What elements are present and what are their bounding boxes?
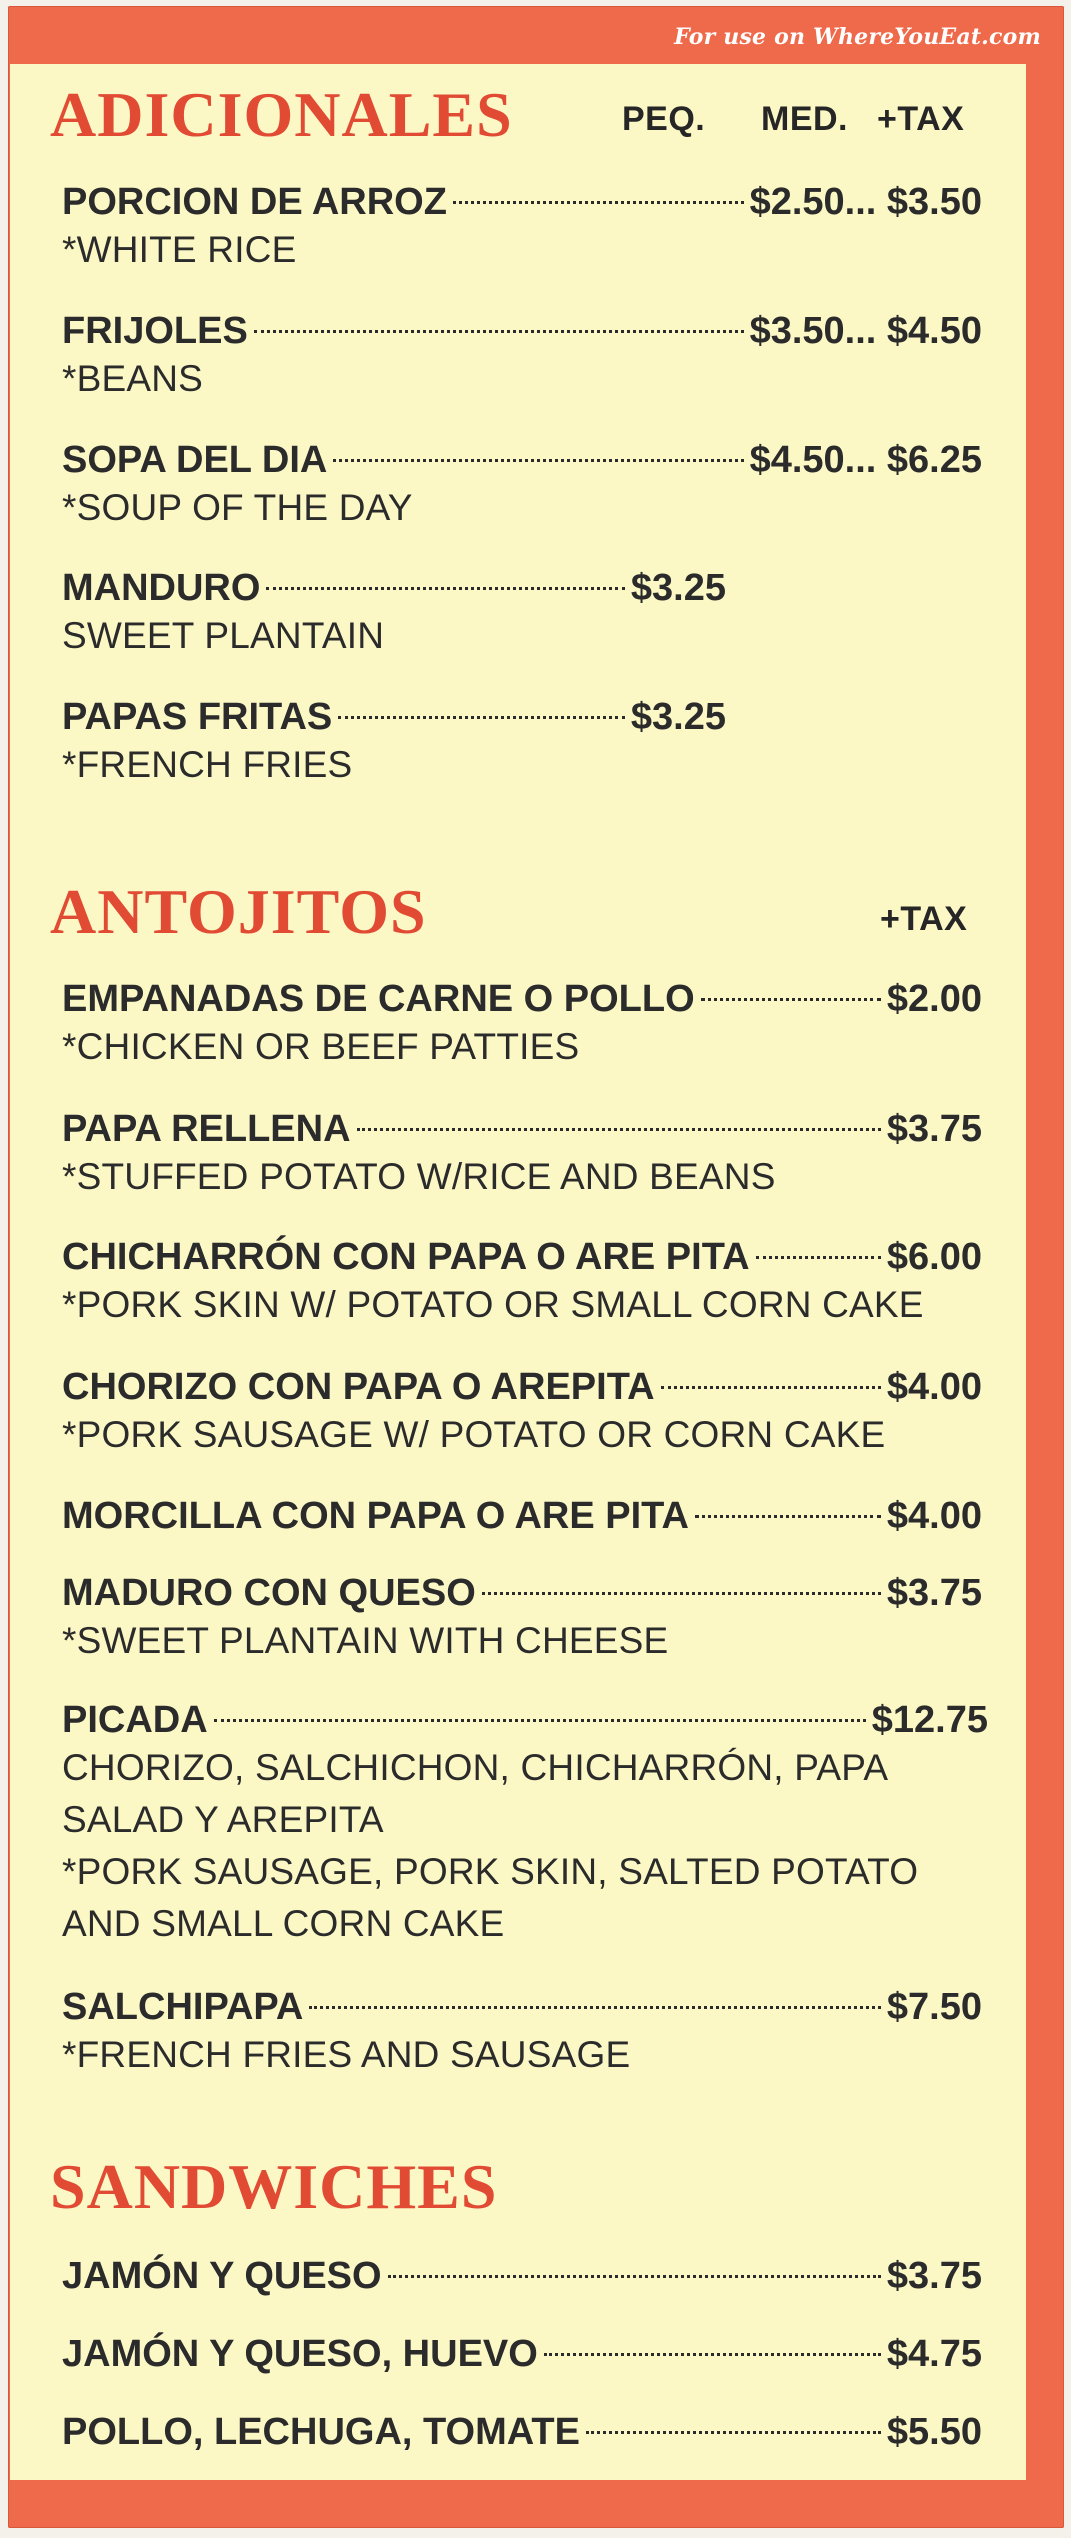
item-desc: *STUFFED POTATO W/RICE AND BEANS	[62, 1156, 776, 1197]
header-tax: +TAX	[880, 900, 968, 938]
menu-item	[62, 1107, 982, 1203]
item-desc: *BEANS	[62, 358, 204, 399]
dot-leader	[254, 330, 744, 333]
header-tax: +TAX	[877, 100, 965, 138]
dot-leader	[309, 2006, 881, 2009]
dot-leader	[544, 2353, 881, 2356]
item-name: CHICHARRÓN CON PAPA O ARE PITA	[62, 1236, 750, 1278]
item-desc: *FRENCH FRIES	[62, 744, 353, 785]
menu-item	[62, 2254, 982, 2298]
item-desc: *FRENCH FRIES AND SAUSAGE	[62, 2034, 631, 2075]
item-desc: *WHITE RICE	[62, 229, 297, 270]
item-desc: SWEET PLANTAIN	[62, 615, 385, 656]
dot-leader	[266, 587, 624, 590]
menu-item	[62, 695, 726, 791]
item-desc: *PORK SAUSAGE W/ POTATO OR CORN CAKE	[62, 1414, 886, 1455]
menu-item	[62, 1494, 982, 1538]
item-price: $3.75	[886, 2255, 982, 2297]
dot-leader	[586, 2431, 881, 2434]
dot-leader	[333, 459, 743, 462]
item-price: $4.50... $6.25	[749, 439, 982, 481]
item-desc: *SWEET PLANTAIN WITH CHEESE	[62, 1620, 669, 1661]
item-price: $2.50... $3.50	[749, 181, 982, 223]
menu-item	[62, 438, 982, 534]
dot-leader	[388, 2275, 881, 2278]
item-name: PAPA RELLENA	[62, 1108, 351, 1150]
item-name: MORCILLA CON PAPA O ARE PITA	[62, 1495, 689, 1537]
item-desc-line: *PORK SAUSAGE, PORK SKIN, SALTED POTATO	[62, 1851, 919, 1892]
menu-item	[62, 1985, 982, 2081]
item-name: EMPANADAS DE CARNE O POLLO	[62, 978, 695, 1020]
dot-leader	[453, 201, 744, 204]
item-price: $4.75	[886, 2333, 982, 2375]
dot-leader	[661, 1386, 881, 1389]
item-price: $3.50... $4.50	[749, 310, 982, 352]
menu-item	[62, 309, 982, 405]
item-name: JAMÓN Y QUESO, HUEVO	[62, 2333, 538, 2375]
dot-leader	[338, 716, 625, 719]
menu-item	[62, 1235, 982, 1331]
item-name: JAMÓN Y QUESO	[62, 2255, 382, 2297]
item-name: POLLO, LECHUGA, TOMATE	[62, 2411, 580, 2453]
menu-item	[62, 977, 982, 1073]
dot-leader	[357, 1128, 881, 1131]
item-price: $3.25	[630, 567, 726, 609]
item-price: $4.00	[886, 1366, 982, 1408]
item-name: PAPAS FRITAS	[62, 696, 333, 738]
item-desc: *CHICKEN OR BEEF PATTIES	[62, 1026, 580, 1067]
menu-item	[62, 2332, 982, 2376]
item-name: PICADA	[62, 1699, 208, 1741]
item-price: $2.00	[886, 978, 982, 1020]
dot-leader	[756, 1256, 881, 1259]
menu-item	[62, 180, 982, 276]
header-peq: PEQ.	[622, 100, 706, 138]
item-name: CHORIZO CON PAPA O AREPITA	[62, 1366, 655, 1408]
section-title-sandwiches: SANDWICHES	[50, 2151, 498, 2222]
item-price: $5.50	[886, 2411, 982, 2453]
section-title-antojitos: ANTOJITOS	[50, 876, 427, 947]
item-price: $7.50	[886, 1986, 982, 2028]
item-name: FRIJOLES	[62, 310, 248, 352]
item-desc: *PORK SKIN W/ POTATO OR SMALL CORN CAKE	[62, 1284, 924, 1325]
item-desc-line: SALAD Y AREPITA	[62, 1799, 384, 1840]
menu-item	[62, 1698, 988, 1950]
item-price: $3.75	[886, 1108, 982, 1150]
item-price: $4.00	[886, 1495, 982, 1537]
section-title-adicionales: ADICIONALES	[50, 79, 513, 150]
item-desc: *SOUP OF THE DAY	[62, 487, 413, 528]
dot-leader	[482, 1592, 881, 1595]
menu-item	[62, 2410, 982, 2454]
watermark: For use on WhereYouEat.com	[674, 24, 1041, 50]
dot-leader	[214, 1719, 866, 1722]
item-desc-line: CHORIZO, SALCHICHON, CHICHARRÓN, PAPA	[62, 1747, 889, 1788]
item-name: SALCHIPAPA	[62, 1986, 304, 2028]
menu-item	[62, 1571, 982, 1667]
item-price: $12.75	[871, 1699, 988, 1741]
item-name: PORCION DE ARROZ	[62, 181, 447, 223]
item-price: $3.25	[630, 696, 726, 738]
item-name: MADURO CON QUESO	[62, 1572, 476, 1614]
dot-leader	[695, 1515, 881, 1518]
item-price: $6.00	[886, 1236, 982, 1278]
item-name: MANDURO	[62, 567, 261, 609]
item-name: SOPA DEL DIA	[62, 439, 328, 481]
header-med: MED.	[761, 100, 848, 138]
item-desc-line: AND SMALL CORN CAKE	[62, 1903, 505, 1944]
menu-item	[62, 566, 726, 662]
item-price: $3.75	[886, 1572, 982, 1614]
menu-item	[62, 1365, 982, 1461]
dot-leader	[701, 998, 881, 1001]
